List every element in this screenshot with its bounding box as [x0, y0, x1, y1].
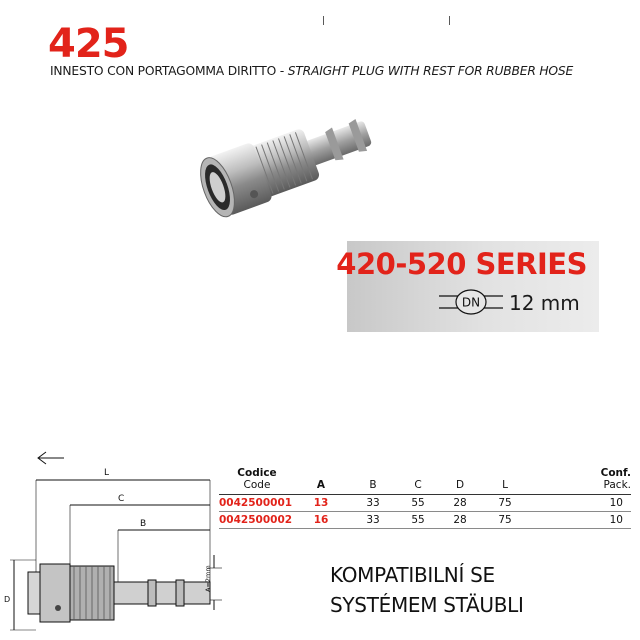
- dim-label-a: A=2mm: [204, 565, 212, 592]
- header-pack: [527, 465, 631, 495]
- cell-pack: 10: [527, 495, 631, 512]
- cell-pack: 10: [527, 512, 631, 529]
- cell-code: 0042500002: [219, 512, 295, 529]
- cell-c: 55: [399, 495, 437, 512]
- header-l: L: [483, 465, 527, 495]
- technical-drawing: [0, 440, 225, 640]
- compatibility-note: [330, 560, 620, 620]
- cell-c: 55: [399, 512, 437, 529]
- product-subtitle: [50, 64, 573, 78]
- cell-code: 0042500001: [219, 495, 295, 512]
- header-pack-en: Pack.: [603, 479, 631, 491]
- cell-l: 75: [483, 495, 527, 512]
- cell-d: 28: [437, 512, 483, 529]
- product-code-title: 425: [48, 21, 129, 67]
- table-row: [219, 512, 631, 529]
- subtitle-dash: -: [276, 64, 288, 78]
- series-box: [336, 241, 599, 332]
- dim-label-d: D: [4, 595, 11, 604]
- product-photo: [185, 108, 385, 233]
- cell-l: 75: [483, 512, 527, 529]
- top-tick-mark: |: [448, 16, 452, 26]
- cell-a: 13: [295, 495, 347, 512]
- header-b: B: [347, 465, 399, 495]
- dn-nominal-diameter-icon: [439, 288, 503, 316]
- header-d: D: [437, 465, 483, 495]
- cell-b: 33: [347, 495, 399, 512]
- dn-symbol-label: DN: [461, 295, 481, 310]
- subtitle-english: STRAIGHT PLUG WITH REST FOR RUBBER HOSE: [287, 64, 574, 78]
- top-tick-mark: |: [322, 16, 326, 26]
- cell-d: 28: [437, 495, 483, 512]
- header-pack-it: Conf.: [600, 467, 631, 479]
- subtitle-italian: INNESTO CON PORTAGOMMA DIRITTO: [50, 64, 277, 78]
- header-code-it: Codice: [237, 467, 277, 479]
- compatibility-line-1: KOMPATIBILNÍ SE: [330, 563, 495, 587]
- dim-label-l: L: [104, 468, 110, 478]
- series-title: 420-520 SERIES: [336, 247, 587, 281]
- header-code-en: Code: [243, 479, 271, 491]
- spec-table-header-row: [219, 465, 631, 495]
- header-a: A: [295, 465, 347, 495]
- compatibility-line-2: SYSTÉMEM STÄUBLI: [330, 593, 524, 617]
- dim-label-b: B: [140, 519, 147, 529]
- header-c: C: [399, 465, 437, 495]
- cell-a: 16: [295, 512, 347, 529]
- cell-b: 33: [347, 512, 399, 529]
- dn-value: 12 mm: [509, 291, 580, 315]
- table-row: [219, 495, 631, 512]
- spec-table: [219, 465, 631, 529]
- header-code: [219, 465, 295, 495]
- dim-label-c: C: [118, 494, 125, 504]
